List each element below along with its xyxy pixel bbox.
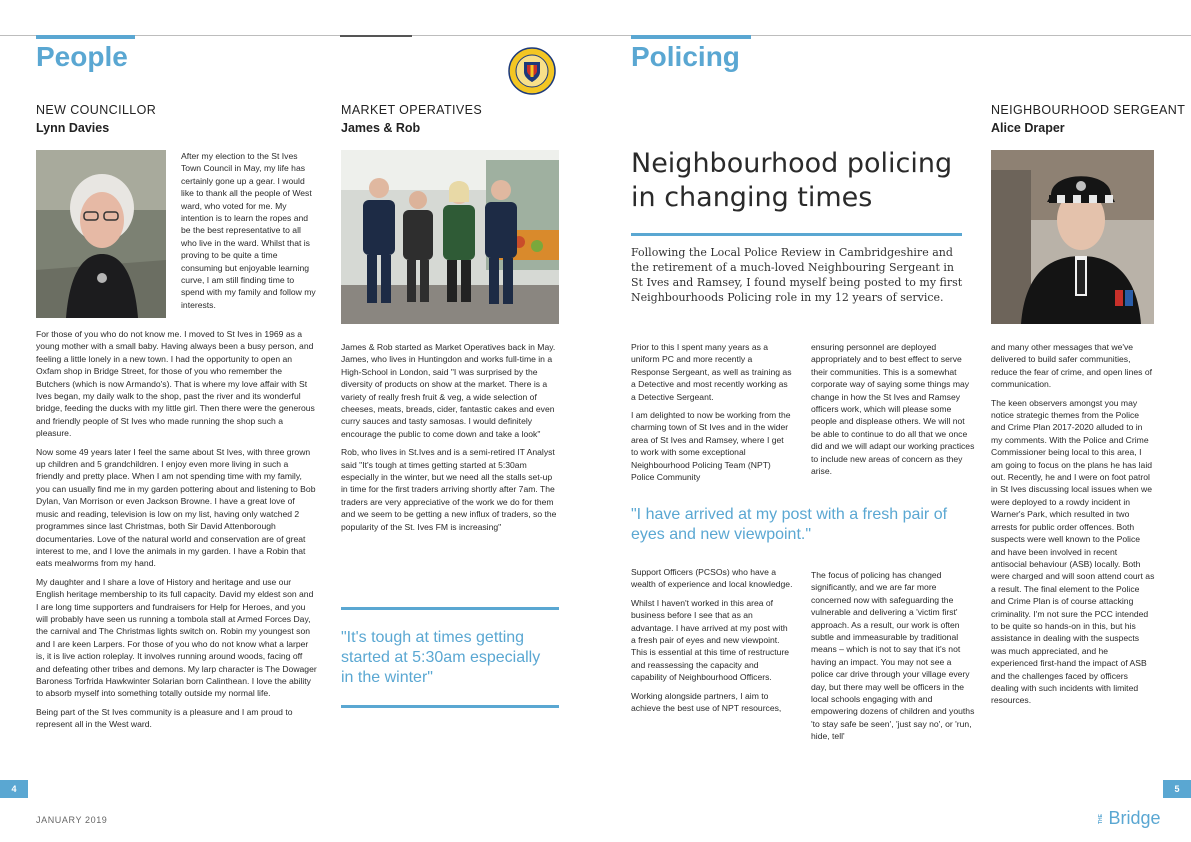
article-col1-top bbox=[631, 341, 793, 489]
brand-name: Bridge bbox=[1108, 808, 1161, 828]
paragraph: Whilst I haven't worked in this area of business before I see that as an advantage. I have arrived at my post with a fresh pair of eyes and new viewpoint. This is essential at this time of restructure and reassessing the capacity and capability of Neighbourhood Officers. bbox=[631, 597, 790, 683]
article-intro: Following the Local Police Review in Cambridgeshire and the retirement of a much-loved Neighbouring Sergeant in St Ives and Ramsey, I found myself being posted to my first Neighbourhoods Policing role in my 12 years of service. bbox=[631, 246, 963, 304]
footer-date: JANUARY 2019 bbox=[36, 815, 108, 825]
paragraph: ensuring personnel are deployed appropriately and to best effect to serve their communities. This is a somewhat corporate way of saying some things may change in how the St Ives and Ramsey officers work, which will please some people and displease others. We will not be able to continue to do all that we once did and we will adapt our working practices to include new areas of concern as they arise. bbox=[811, 342, 975, 477]
pull-quote-text: "I have arrived at my post with a fresh pair of eyes and new viewpoint." bbox=[631, 506, 948, 543]
article-col2-top bbox=[811, 341, 976, 483]
councillor-kicker: NEW COUNCILLOR bbox=[36, 103, 157, 117]
paragraph: Being part of the St Ives community is a pleasure and I am proud to represent all in the West ward. bbox=[36, 706, 293, 730]
sergeant-name: Alice Draper bbox=[991, 121, 1065, 135]
paragraph: I am delighted to now be working from the charming town of St Ives and in the wider area of St Ives and Ramsey, where I get to work with some exceptional Neighbourhood Policing Team (NPT) Police Community bbox=[631, 410, 791, 483]
article-pull-quote bbox=[631, 505, 966, 545]
pull-quote-rule-top bbox=[341, 607, 559, 610]
councillor-intro: After my election to the St Ives Town Council in May, my life has certainly gone up a gear. I would like to thank all the people of West ward, who voted for me. My intention is to learn the ropes and be the best representative to all who live in the ward. Whilst that is proving to be quite a time consuming but enjoyable learning curve, I am still finding time to spend with my family and follow my interests. bbox=[181, 151, 316, 310]
bridge-logo bbox=[1098, 808, 1160, 828]
paragraph: Working alongside partners, I aim to achieve the best use of NPT resources, bbox=[631, 690, 782, 714]
sergeant-story bbox=[991, 341, 1155, 713]
sergeant-kicker: NEIGHBOURHOOD SERGEANT bbox=[991, 103, 1186, 117]
paragraph: Rob, who lives in St.Ives and is a semi-retired IT Analyst said "It's tough at times getting started at 5:30am especially in the winter, but we need all the stalls set-up in time for the first traders arriving shortly after 7am. The traders are very appreciative of the work we do for them and we seem to be getting a new influx of traders, so the popularity of the St. Ives FM is increasing" bbox=[341, 447, 557, 532]
sergeant-photo bbox=[991, 150, 1154, 324]
paragraph: My daughter and I share a love of History and heritage and use our English heritage membership to its full capacity. David my eldest son and I are long time supporters and fundraisers for Help for Heroes, and you will probably have seen us running a tombola stall at Armed Forces Day, the carnival and The Christmas lights switch on. Robin my youngest son and I are keen Larpers. For those of you who do not know what a larper is, it is live action roleplay. It involves running around woods, facing off and defeating other tribes and demons. My larp character is The Dowager Baroness Torfrida Hawkwinter Solarian born Calinthean. I love the ability to absorb myself into something totally outside my normal life. bbox=[36, 576, 317, 699]
article-col2-bottom bbox=[811, 569, 976, 749]
page-number-left: 4 bbox=[0, 780, 28, 798]
paragraph: Support Officers (PCSOs) who have a wealth of experience and local knowledge. bbox=[631, 567, 793, 590]
town-council-logo bbox=[508, 47, 556, 95]
paragraph: The focus of policing has changed significantly, and we are far more concerned now with safeguarding the vulnerable and delivering a 'victim first' approach. As a result, our work is often subtle and immeasurable by traditional means – which is not to say that it's not having an impact. You may not see a police car drive through your village every day, but there may well be officers in the local schools engaging with and empowering dozens of children and youths 'to stay safe be seen', 'just say no', or 'run, hide, tell' bbox=[811, 570, 975, 742]
section-title-policing: Policing bbox=[631, 41, 740, 72]
market-story bbox=[341, 341, 559, 539]
page-number-right: 5 bbox=[1163, 780, 1191, 798]
people-accent-bar bbox=[36, 35, 135, 39]
market-name: James & Rob bbox=[341, 121, 421, 135]
divider-dark bbox=[340, 35, 412, 37]
pull-quote-rule-bottom bbox=[341, 705, 559, 708]
article-headline: Neighbourhood policing in changing times bbox=[631, 148, 953, 213]
market-pull-quote: "It's tough at times getting started at 5:30am especially in the winter" bbox=[341, 629, 541, 686]
paragraph: James & Rob started as Market Operatives back in May. James, who lives in Huntingdon and works full-time in a High-School in London, said "I was surprised by the diversity of products on show at the market. There is a variety of really fresh fruit & veg, a wide selection of cheeses, meats, breads, cider, fantastic cakes and even curry sauces and tasty samosas. I would definitely encourage the public to come down and take a look" bbox=[341, 342, 556, 439]
paragraph: Now some 49 years later I feel the same about St Ives, with three grown up children and 5 grandchildren. I enjoy even more living in such a friendly and pretty place. When I am not spending time with my family, you can usually find me in my garden pottering about and listening to Bob Dylan, Van Morrison or even Jackson Browne. I have a great love of music and reading, television is low on my list, having only watched 2 programmes since last Christmas, both Sir David Attenborough documentaries. Love of the natural world and conservation are of great interest to me, and I love the animals in my garden. I have a Robin that eats mealworms from my hand. bbox=[36, 446, 316, 569]
paragraph: The keen observers amongst you may notice strategic themes from the Police and Crime Plan 2017-2020 alluded to in my comments. With the Police and Crime Commissioner being local to this area, I am going to focus on the plans he has laid out. Recently, he and I were on foot patrol in St Ives discussing local issues when we were deployed to a rowdy incident in Warner's Park, which resulted in two arrests for public order offences. Both suspects were well known to the Police and have been involved in recent antisocial behaviour (ASB) locally. Both were charged and will soon attend court as a result. The final element to the Police and Crime Plan is of course attacking criminality. I'm not sure the PCC intended to be quite so hands-on in this, but his assistance in dealing with the suspects was much appreciated, and he experienced first-hand the impact of ASB and the challenges faced by officers dealing with such incidents with limited resources. bbox=[991, 397, 1155, 706]
councillor-story bbox=[36, 328, 317, 737]
brand-prefix: THE bbox=[1098, 813, 1104, 824]
councillor-photo bbox=[36, 150, 166, 318]
article-col1-bottom bbox=[631, 566, 793, 720]
policing-accent-bar bbox=[631, 35, 751, 39]
councillor-name: Lynn Davies bbox=[36, 121, 110, 135]
market-kicker: MARKET OPERATIVES bbox=[341, 103, 483, 117]
headline-rule bbox=[631, 233, 962, 236]
paragraph: Prior to this I spent many years as a uniform PC and more recently a Response Sergeant, as well as training as a Detective and most recently working as a Detective Sergeant. bbox=[631, 342, 792, 402]
top-divider bbox=[0, 35, 1191, 36]
paragraph: For those of you who do not know me. I moved to St Ives in 1969 as a young mother with a small baby. Having always been a busy person, and feeling a little lonely in a new town. I had the opportunity to open an Oxfam shop in Bridge Street, for those of you who remember the Butchers (which is now Armando's). That is where my love affair with St Ives began, my daily walk to the shop, past the river and its wonderful bridge, feeding the ducks with my little girl. Then there were the generous and friendly people of St Ives who made running the shop such a pleasure. bbox=[36, 329, 315, 439]
market-photo bbox=[341, 150, 559, 324]
section-title-people: People bbox=[36, 41, 128, 72]
paragraph: and many other messages that we've delivered to build safer communities, reduce the fear of crime, and open lines of communication. bbox=[991, 342, 1152, 390]
